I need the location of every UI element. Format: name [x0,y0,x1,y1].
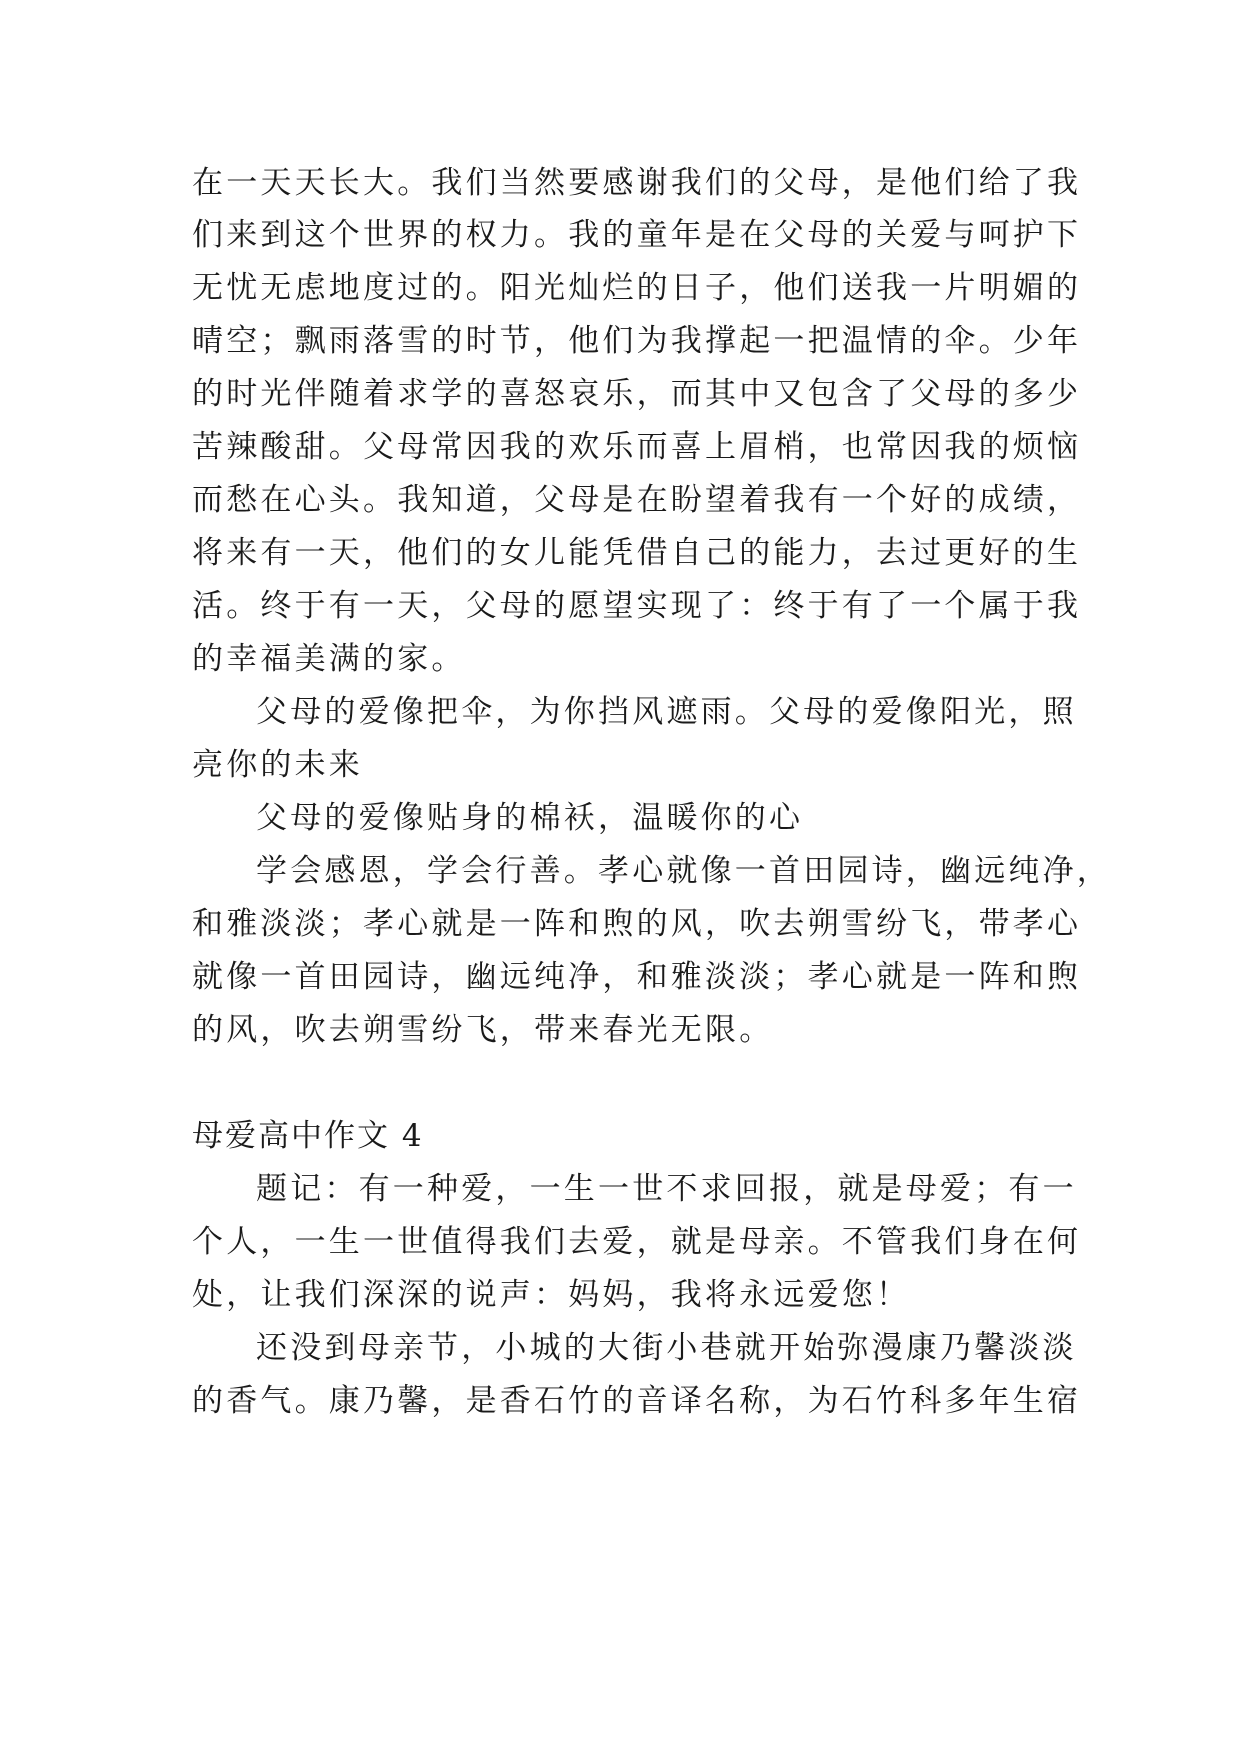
paragraph-line: 学会感恩，学会行善。孝心就像一首田园诗，幽远纯净， [256,853,1111,889]
paragraph-line: 的香气。康乃馨，是香石竹的音译名称，为石竹科多年生宿 [192,1383,1082,1419]
paragraph-line: 就像一首田园诗，幽远纯净，和雅淡淡；孝心就是一阵和煦 [192,959,1082,995]
paragraph-line: 将来有一天，他们的女儿能凭借自己的能力，去过更好的生 [192,535,1082,571]
paragraph-line: 的幸福美满的家。 [192,641,466,677]
paragraph-line: 题记：有一种爱，一生一世不求回报，就是母爱；有一 [256,1171,1077,1207]
paragraph-line: 活。终于有一天，父母的愿望实现了：终于有了一个属于我 [192,588,1082,624]
paragraph-line: 还没到母亲节，小城的大街小巷就开始弥漫康乃馨淡淡 [256,1330,1077,1366]
paragraph-line: 父母的爱像贴身的棉袄，温暖你的心 [256,800,804,836]
paragraph-line: 而愁在心头。我知道，父母是在盼望着我有一个好的成绩， [192,482,1082,518]
paragraph-line: 父母的爱像把伞，为你挡风遮雨。父母的爱像阳光，照 [256,694,1077,730]
paragraph-line: 的时光伴随着求学的喜怒哀乐，而其中又包含了父母的多少 [192,376,1082,412]
paragraph-line: 们来到这个世界的权力。我的童年是在父母的关爱与呵护下 [192,217,1082,253]
paragraph-line: 晴空；飘雨落雪的时节，他们为我撑起一把温情的伞。少年 [192,323,1082,359]
paragraph-line: 处，让我们深深的说声：妈妈，我将永远爱您！ [192,1277,911,1313]
paragraph-line: 的风，吹去朔雪纷飞，带来春光无限。 [192,1012,774,1048]
paragraph-line: 苦辣酸甜。父母常因我的欢乐而喜上眉梢，也常因我的烦恼 [192,429,1082,465]
paragraph-line: 无忧无虑地度过的。阳光灿烂的日子，他们送我一片明媚的 [192,270,1082,306]
paragraph-line: 亮你的未来 [192,747,363,783]
paragraph-line: 在一天天长大。我们当然要感谢我们的父母，是他们给了我 [192,165,1082,201]
paragraph-line: 和雅淡淡；孝心就是一阵和煦的风，吹去朔雪纷飞，带孝心 [192,906,1082,942]
section-title: 母爱高中作文 4 [192,1118,424,1154]
paragraph-line: 个人，一生一世值得我们去爱，就是母亲。不管我们身在何 [192,1224,1082,1260]
